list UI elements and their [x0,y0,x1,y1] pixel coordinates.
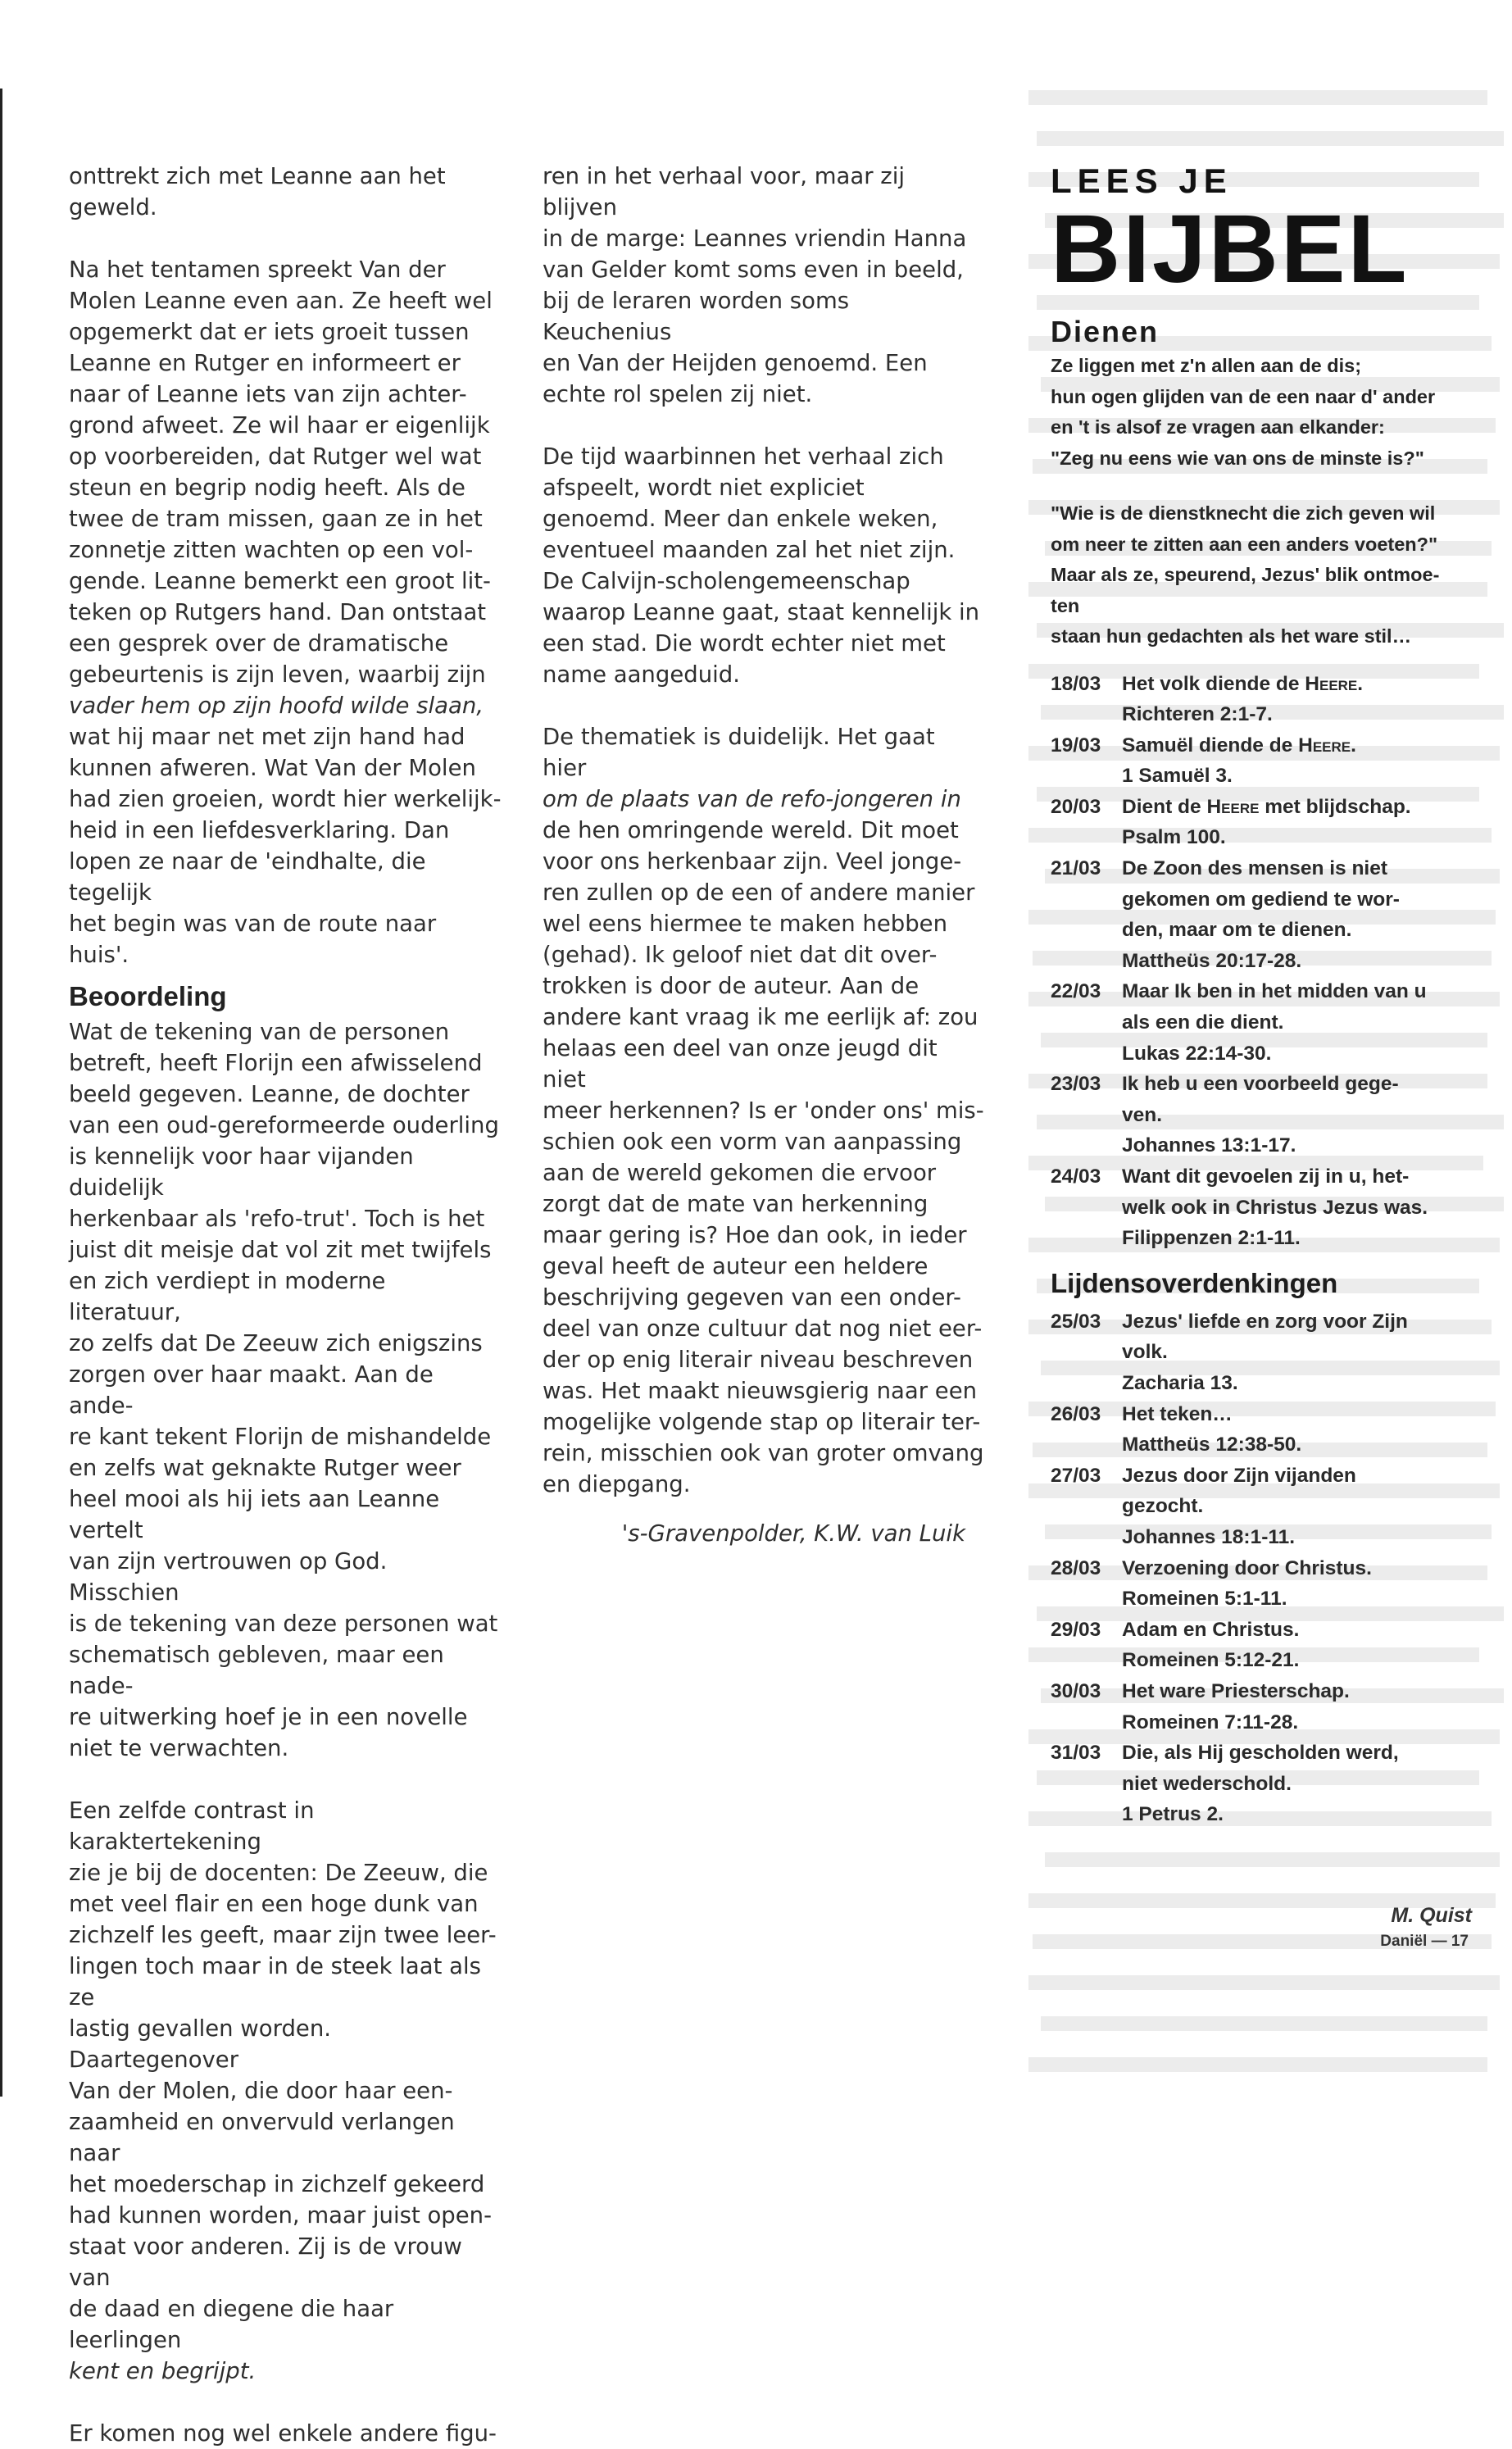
entry-text-part: . 1 Samuël 3. [1122,734,1356,788]
paragraph [69,254,503,970]
article-column-1 [69,161,503,2449]
entry-text [1122,792,1411,853]
reading-entry [1051,792,1493,853]
entry-text: Want dit gevoelen zij in u, het- welk ook in Christus Jezus was. Filippenzen 2:1-11. [1122,1165,1428,1250]
section-heading-beoordeling: Beoordeling [69,981,227,1011]
reading-plan-lijden [1051,1306,1493,1830]
sidebar-author: M. Quist [1391,1903,1472,1927]
entry-text: Verzoening door Christus. Romeinen 5:1-11. [1122,1556,1372,1611]
paragraph: ren in het verhaal voor, maar zij blijven in de marge: Leannes vriendin Hanna van Gelder komt soms even in beeld, bij de leraren worden soms Keuchenius en Van der Heijden genoemd. Een echte rol spelen zij niet. [543,163,967,407]
reading-plan-dienen [1051,669,1493,1254]
paragraph-text: Een zelfde contrast in karaktertekening zie je bij de docenten: De Zeeuw, die met veel flair en een hoge dunk van zichzelf les geeft, maar zijn twee leer- lingen toch maar in de steek laat als ze lastig gevallen worden. Daartegenover Van der Molen, die door haar een- zaamheid en onvervuld verlangen naar het moederschap in zichzelf gekeerd had kunnen worden, maar juist open- staat voor anderen. Zij is de vrouw van de daad en diegene die haar leerlingen [69,1797,497,2353]
paragraph-text: Na het tentamen spreekt Van der Molen Leanne even aan. Ze heeft wel opgemerkt dat er iets groeit tussen Leanne en Rutger en informeert er naar of Leanne iets van zijn achter- grond afweet. Ze wil haar er eigenlijk op voorbereiden, dat Rutger wel wat steun en begrip nodig heeft. Als de twee de tram missen, gaan ze in het zonnetje zitten wachten op een vol- gende. Leanne bemerkt een groot lit- teken op Rutgers hand. Dan ontstaat een gesprek over de dramatische gebeurtenis is zijn leven, waarbij zijn [69,257,493,688]
page-edge-rule [0,89,2,2097]
entry-date: 20/03 [1051,795,1101,818]
article-signature: 's-Gravenpolder, K.W. van Luik [621,1520,965,1547]
entry-text: Maar Ik ben in het midden van u als een die dient. Lukas 22:14-30. [1122,980,1427,1065]
entry-date: 28/03 [1051,1556,1101,1579]
entry-date: 25/03 [1051,1310,1101,1333]
entry-date: 22/03 [1051,980,1101,1003]
entry-date: 29/03 [1051,1618,1101,1641]
poem-stanza-1: Ze liggen met z'n allen aan de dis; hun ogen glijden van de een naar d' ander en 't is alsof ze vragen aan elkander: "Zeg nu eens wie van ons de minste is?" [1051,355,1436,469]
entry-text [1122,730,1356,792]
reading-entry [1051,1161,1493,1254]
entry-date: 21/03 [1051,857,1101,880]
entry-text: Het ware Priesterschap. Romeinen 7:11-28. [1122,1679,1350,1733]
entry-date: 26/03 [1051,1402,1101,1425]
entry-date: 27/03 [1051,1464,1101,1487]
paragraph [69,1795,503,2387]
sidebar-kicker: LEES JE [1051,161,1233,200]
poem-stanza-2: "Wie is de dienstknecht die zich geven wil om neer te zitten aan een anders voeten?" Maar als ze, speurend, Jezus' blik ontmoe- ten staan hun gedachten als het ware stil… [1051,502,1440,647]
heere-smallcaps: Heere [1298,734,1351,757]
reading-entry [1051,730,1493,792]
paragraph: Wat de tekening van de personen betreft, heeft Florijn een afwisselend beeld gegeven. Leanne, de dochter van een oud-gereformeerde ouderling is kennelijk voor haar vijanden duidelijk herkenbaar als 'refo-trut'. Toch is het juist dit meisje dat vol zit met twijfels en zich verdiept in moderne literatuur, zo zelfs dat De Zeeuw zich enigszins zorgen over haar maakt. Aan de ande- re kant tekent Florijn de mishandelde en zelfs wat geknakte Rutger weer heel mooi als hij iets aan Leanne vertelt van zijn vertrouwen op God. Misschien is de tekening van deze personen wat schematisch gebleven, maar een nade- re uitwerking hoef je in een novelle niet te verwachten. [69,1019,499,1761]
heere-smallcaps: Heere [1206,795,1260,818]
paragraph-text: De thematiek is duidelijk. Het gaat hier [543,724,935,781]
entry-text-part: Samuël diende de [1122,734,1299,757]
entry-text: Die, als Hij gescholden werd, niet wederschold. 1 Petrus 2. [1122,1742,1399,1826]
reading-entry [1051,1676,1493,1738]
entry-date: 31/03 [1051,1742,1101,1765]
reading-entry [1051,1553,1493,1615]
paragraph [543,721,985,1500]
entry-text: Jezus' liefde en zorg voor Zijn volk. Zacharia 13. [1122,1310,1408,1394]
section-title-dienen: Dienen [1051,315,1160,348]
entry-date: 18/03 [1051,672,1101,695]
reading-entry [1051,1069,1493,1161]
paragraph: De tijd waarbinnen het verhaal zich afspeelt, wordt niet expliciet genoemd. Meer dan enkele weken, eventueel maanden zal het niet zijn. De Calvijn-scholengemeenschap waarop Leanne gaat, staat kennelijk in een stad. Die wordt echter niet met name aangeduid. [543,443,980,688]
italic-phrase: om de plaats van de refo-jongeren in [543,786,961,812]
sidebar-masthead: BIJBEL [1051,195,1410,303]
entry-text: Het teken… Mattheüs 12:38-50. [1122,1402,1302,1456]
entry-date: 23/03 [1051,1073,1101,1096]
heere-smallcaps: Heere [1305,672,1358,695]
entry-text: De Zoon des mensen is niet gekomen om gediend te wor- den, maar om te dienen. Mattheüs 20:17-28. [1122,857,1400,972]
paragraph: Er komen nog wel enkele andere figu- [69,2420,497,2447]
entry-text: Adam en Christus. Romeinen 5:12-21. [1122,1618,1300,1672]
paragraph-text: de hen omringende wereld. Dit moet voor ons herkenbaar zijn. Veel jonge- ren zullen op de een of andere manier wel eens hiermee te maken hebben (gehad). Ik geloof niet dat dit over- trokken is door de auteur. Aan de andere kant vraag ik me eerlijk af: zou helaas een deel van onze jeugd dit niet meer herkennen? Is er 'onder ons' mis- schien ook een vorm van aanpassing aan de wereld gekomen die ervoor zorgt dat de mate van herkenning maar gering is? Hoe dan ook, in ieder geval heeft de auteur een heldere beschrijving gegeven van een onder- deel van onze cultuur dat nog niet eer- der op enig literair niveau beschreven was. Het maakt nieuwsgierig naar een mogelijke volgende stap op literair ter- rein, misschien ook van groter omvang en diepgang. [543,817,984,1497]
italic-phrase: kent en begrijpt. [69,2358,257,2384]
section-title-lijdensoverdenkingen: Lijdensoverdenkingen [1051,1267,1338,1298]
entry-date: 30/03 [1051,1679,1101,1702]
entry-text [1122,669,1363,730]
entry-text-part: Het volk diende de [1122,672,1305,695]
page-folio: Daniël — 17 [1380,1932,1469,1950]
italic-phrase: vader hem op zijn hoofd wilde slaan, [69,693,484,719]
reading-entry [1051,1738,1493,1830]
entry-text-part: Dient de [1122,795,1207,818]
entry-text: Ik heb u een voorbeeld gege- ven. Johannes 13:1-17. [1122,1073,1399,1157]
reading-entry [1051,1615,1493,1676]
entry-date: 24/03 [1051,1165,1101,1188]
reading-entry [1051,1399,1493,1461]
reading-entry [1051,853,1493,976]
reading-entry [1051,1306,1493,1399]
reading-entry [1051,1461,1493,1553]
article-column-2 [543,161,985,1549]
bible-reading-sidebar [1051,161,1493,1951]
paragraph-text: wat hij maar net met zijn hand had kunnen afweren. Wat Van der Molen had zien groeien, wordt hier werkelijk- heid in een liefdesverklaring. Dan lopen ze naar de 'eindhalte, die tegelijk het begin was van de route naar huis'. [69,724,502,968]
entry-text-part: . Richteren 2:1-7. [1122,672,1364,726]
reading-entry [1051,669,1493,730]
entry-date: 19/03 [1051,734,1101,757]
reading-entry [1051,976,1493,1069]
entry-text: Jezus door Zijn vijanden gezocht. Johannes 18:1-11. [1122,1464,1356,1548]
paragraph: onttrekt zich met Leanne aan het geweld. [69,163,446,220]
entry-text-part: met blijdschap. Psalm 100. [1122,795,1411,849]
